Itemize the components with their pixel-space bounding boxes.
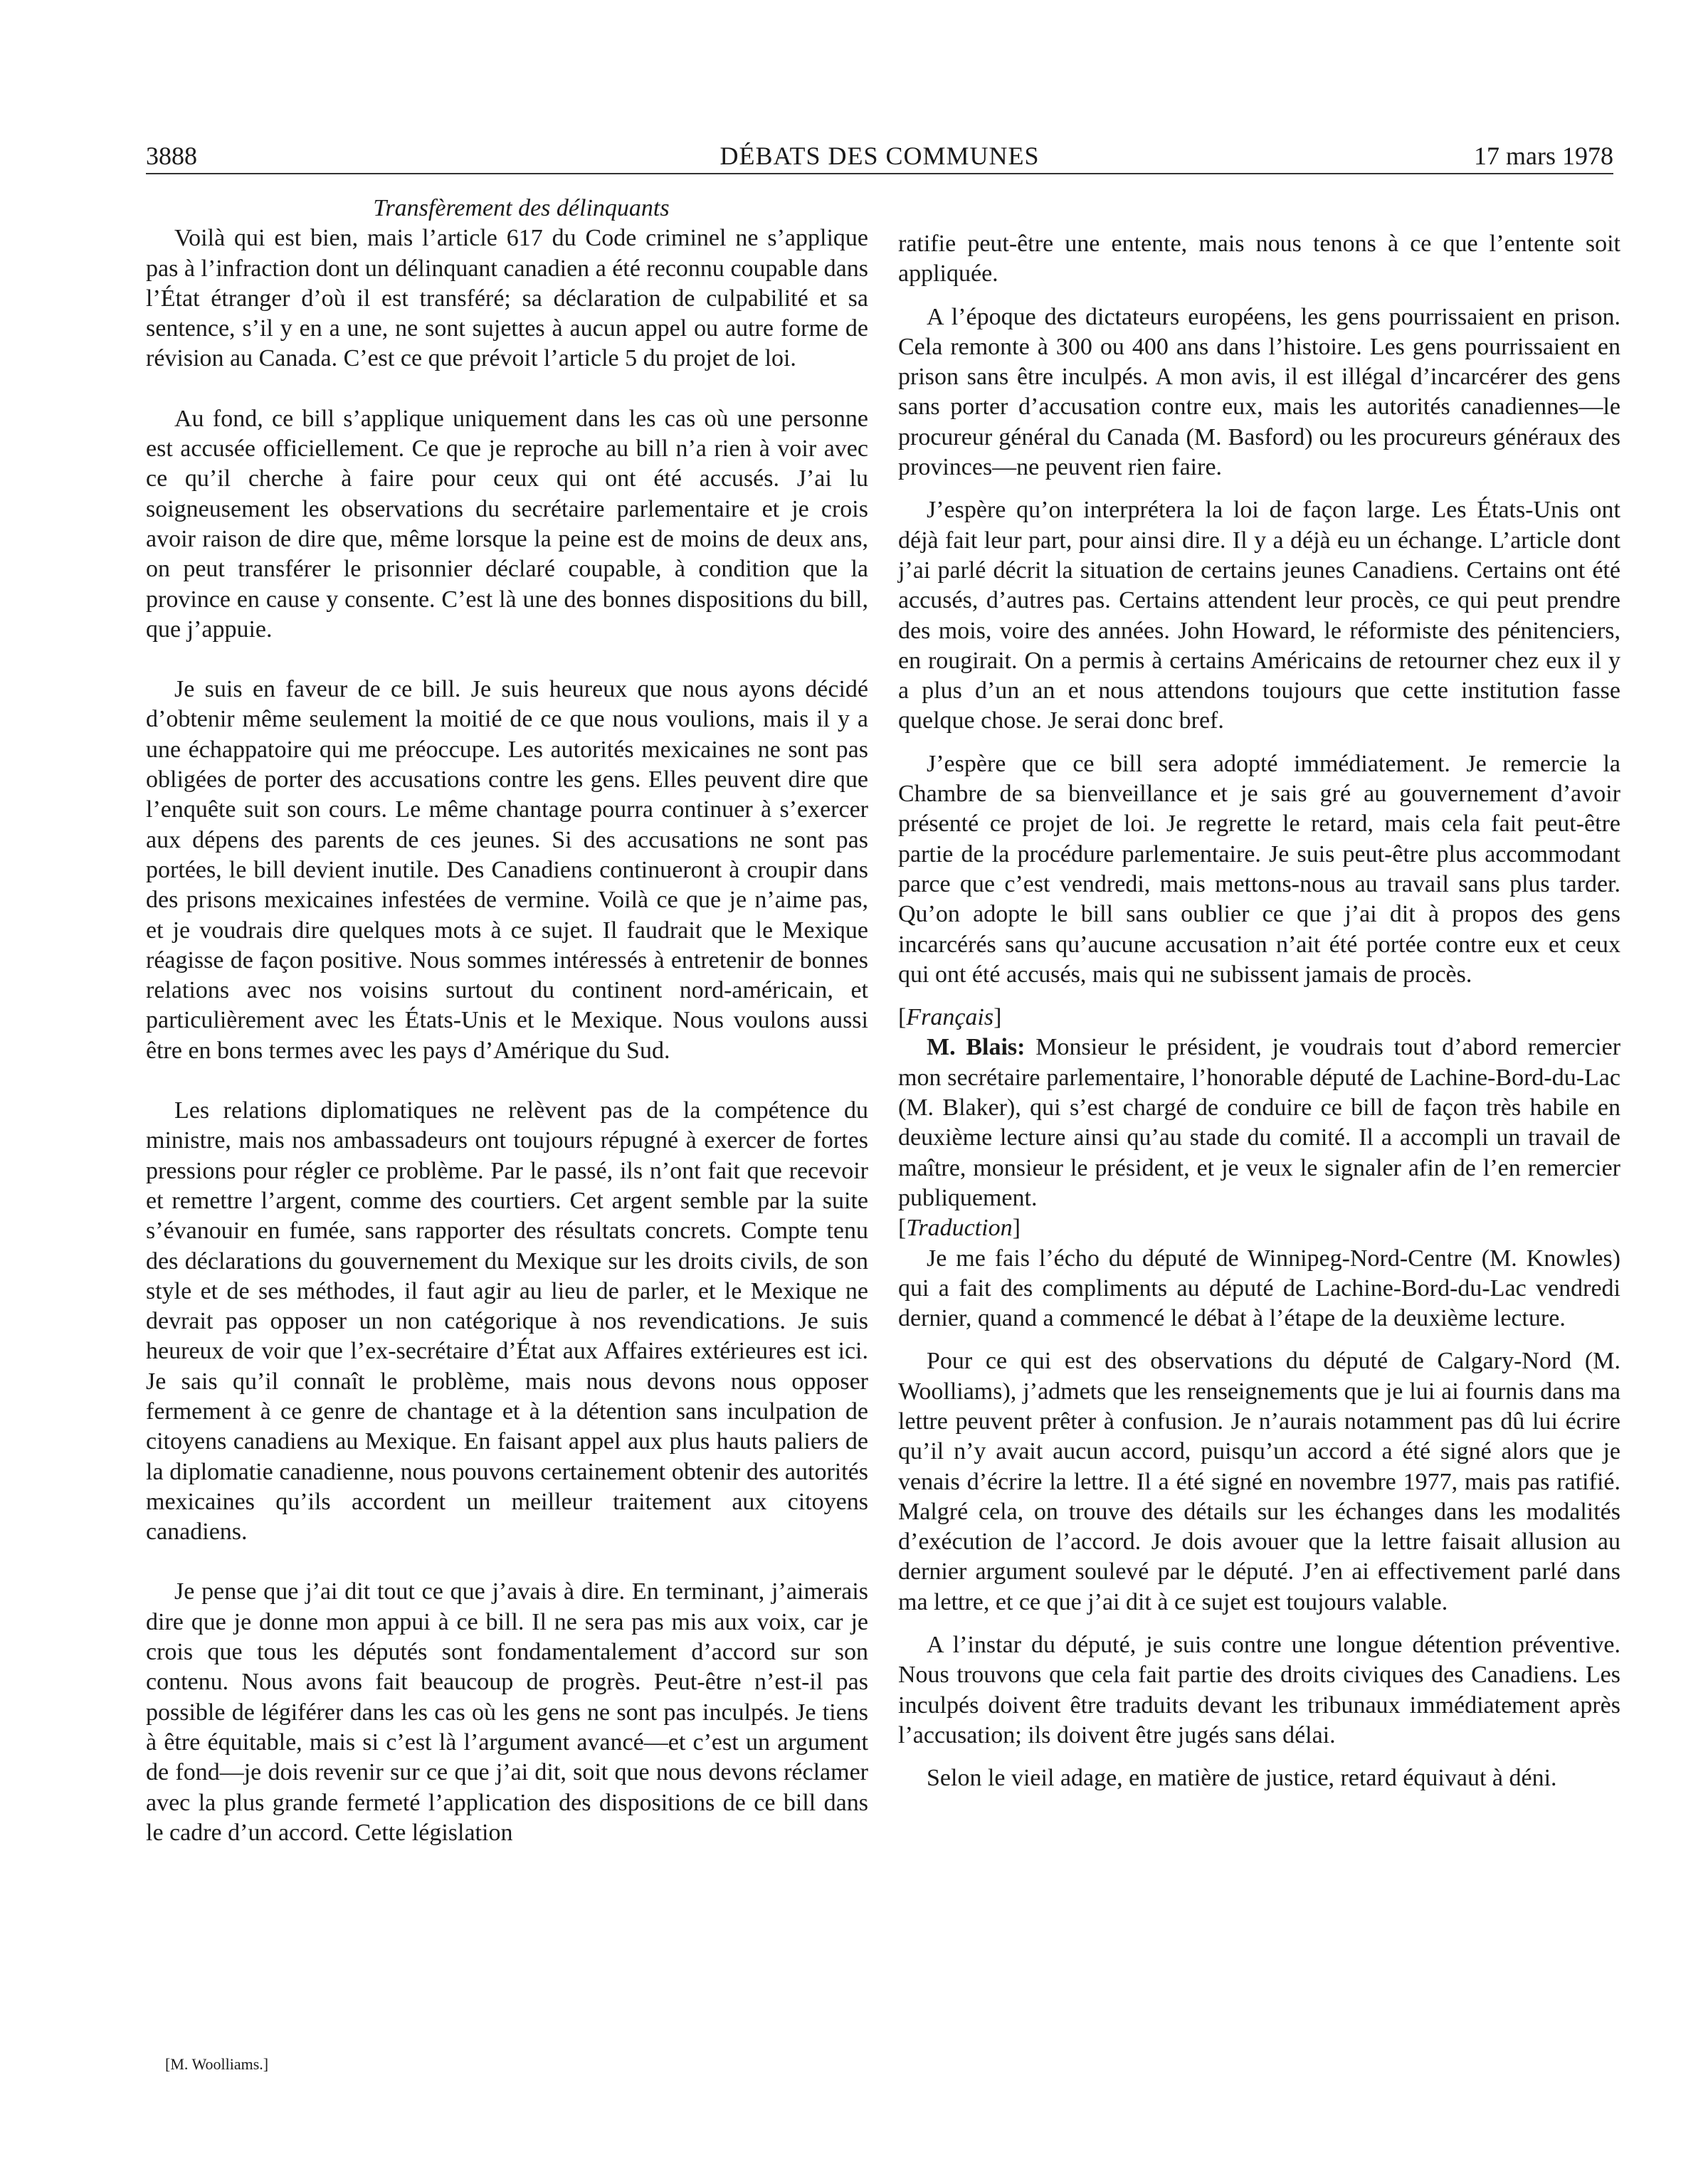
paragraph: Je me fais l’écho du député de Winnipeg-Nord-Centre (M. Knowles) qui a fait des compliments au député de Lachine-Bord-du-Lac vendredi dernier, quand a commencé le débat à l’étape de la deuxième lecture. (898, 1245, 1620, 1332)
page-number: 3888 (146, 142, 197, 170)
paragraph: Voilà qui est bien, mais l’article 617 du Code criminel ne s’applique pas à l’infraction dont un délinquant canadien a été reconnu coupable dans l’État étranger d’où il est transféré; sa déclaration de culpabilité et sa sentence, s’il y en a une, ne sont sujettes à aucun appel ou autre forme de révision au Canada. C’est ce que prévoit l’article 5 du projet de loi. (146, 225, 868, 372)
paragraph: Au fond, ce bill s’applique uniquement dans les cas où une personne est accusée officiellement. Ce que je reproche au bill n’a rien à voir avec ce qu’il cherche à faire pour ceux qui ont été accusés. J’ai lu soigneusement les observations du secrétaire parlementaire et je crois avoir raison de dire que, même lorsque la peine est de moins de deux ans, on peut transférer le prisonnier déclaré coupable, à condition que la province en cause y consente. C’est là une des bonnes dispositions du bill, que j’appuie. (146, 405, 868, 643)
paragraph: A l’instar du député, je suis contre une longue détention préventive. Nous trouvons que cela fait partie des droits civiques des Canadiens. Les inculpés doivent être traduits devant les tribunaux immédiatement après l’accusation; ils doivent être jugés sans délai. (898, 1632, 1620, 1748)
paragraph: Je pense que j’ai dit tout ce que j’avais à dire. En terminant, j’aimerais dire que je donne mon appui à ce bill. Il ne sera pas mis aux voix, car je crois que tous les députés sont fondamentalement d’accord sur son contenu. Nous avons fait beaucoup de progrès. Peut-être n’est-il pas possible de légiférer dans les cas où les gens ne sont pas inculpés. Je tiens à être équitable, mais si c’est là l’argument avancé—et c’est un argument de fond—je dois revenir sur ce que j’ai dit, soit que nous devons réclamer avec la plus grande fermeté l’application des dispositions de ce bill dans le cadre d’un accord. Cette législation (146, 1578, 868, 1846)
paragraph: Pour ce qui est des observations du député de Calgary-Nord (M. Woolliams), j’admets que les renseignements que je lui ai fournis dans ma lettre peuvent prêter à confusion. Je n’aurais notamment pas dû lui écrire qu’il n’y avait aucun accord, puisqu’un accord a été signé alors que je venais d’écrire la lettre. Il a été signé en novembre 1977, mais pas ratifié. Malgré cela, on trouve des détails sur les échanges dans les modalités d’exécution de l’accord. Je dois avouer que la lettre faisait allusion au dernier argument soulevé par le député. J’en ai effectivement parlé dans ma lettre, et ce que j’ai dit à ce sujet est toujours valable. (898, 1348, 1620, 1615)
page-header (146, 139, 1613, 174)
language-tag-label: Français (906, 1004, 994, 1031)
paragraph: ratifie peut-être une entente, mais nous tenons à ce que l’entente soit appliquée. (898, 231, 1620, 287)
language-tag-french: [Français] (898, 1004, 1002, 1031)
speaker-text: Monsieur le président, je voudrais tout d’abord remercier mon secrétaire parlementaire, l’honorable député de Lachine-Bord-du-Lac (M. Blaker), qui s’est chargé de conduire ce bill de façon très habile en deuxième lecture ainsi qu’au stade du comité. Il a accompli un travail de maître, monsieur le président, et je veux le signaler afin de l’en remercier publiquement. (898, 1034, 1621, 1211)
speaker-name: M. Blais: (927, 1034, 1026, 1061)
paragraph: Les relations diplomatiques ne relèvent pas de la compétence du ministre, mais nos ambassadeurs ont toujours répugné à exercer de fortes pressions pour régler ce problème. Par le passé, ils n’ont fait que recevoir et remettre l’argent, comme des courtiers. Cet argent semble par la suite s’évanouir en fumée, sans rapporter des résultats concrets. Compte tenu des déclarations du gouvernement du Mexique sur les droits civils, de son style et de ses méthodes, il faut agir au lieu de parler, et le Mexique ne devrait pas opposer un non catégorique à nos revendications. Je suis heureux de voir que l’ex-secrétaire d’État aux Affaires extérieures est ici. Je sais qu’il connaît le problème, mais nous devons nous opposer fermement à ce genre de chantage et à la détention sans inculpation de citoyens canadiens au Mexique. En faisant appel aux plus hauts paliers de la diplomatie canadienne, nous pouvons certainement obtenir des autorités mexicaines qu’ils accordent un meilleur traitement aux citoyens canadiens. (146, 1097, 868, 1546)
paragraph: A l’époque des dictateurs européens, les gens pourrissaient en prison. Cela remonte à 300 ou 400 ans dans l’histoire. Les gens pourrissaient en prison sans être inculpés. A mon avis, il est illégal d’incarcérer des gens sans porter d’accusation contre eux, mais les autorités canadiennes—le procureur général du Canada (M. Basford) ou les procureurs généraux des provinces—ne peuvent rien faire. (898, 303, 1620, 481)
right-column (898, 229, 1620, 1794)
paragraph: J’espère qu’on interprétera la loi de façon large. Les États-Unis ont déjà fait leur part, pour ainsi dire. Il y a déjà eu un échange. L’article dont j’ai parlé décrit la situation de certains jeunes Canadiens. Certains ont été accusés, d’autres pas. Certains attendent leur procès, ce qui peut prendre des mois, voire des années. John Howard, le réformiste des pénitenciers, en rougirait. On a permis à certains Américains de retourner chez eux il y a plus d’un an et nous attendons toujours que cette institution fasse quelque chose. Je serai donc bref. (898, 497, 1620, 734)
paragraph: Selon le vieil adage, en matière de justice, retard équivaut à déni. (927, 1765, 1557, 1792)
language-tag-translation: [Traduction] (898, 1215, 1021, 1242)
page-date: 17 mars 1978 (1474, 142, 1613, 170)
language-tag-label: Traduction (906, 1215, 1013, 1242)
speaker-footnote: [M. Woolliams.] (165, 2055, 269, 2073)
publication-title: DÉBATS DES COMMUNES (719, 142, 1040, 170)
speaker-paragraph (898, 1033, 1620, 1213)
paragraph: J’espère que ce bill sera adopté immédiatement. Je remercie la Chambre de sa bienveillance et je sais gré au gouvernement d’avoir présenté ce projet de loi. Je regrette le retard, mais cela fait peut-être partie de la procédure parlementaire. Je suis peut-être plus accommodant parce que c’est vendredi, mais mettons-nous au travail sans plus tarder. Qu’on adopte le bill sans oublier ce que j’ai dit à propos des gens incarcérés sans qu’aucune accusation n’ait été portée contre eux et ceux qui ont été accusés, mais qui ne subissent jamais de procès. (898, 750, 1620, 988)
section-heading: Transfèrement des délinquants (373, 195, 670, 221)
paragraph: Je suis en faveur de ce bill. Je suis heureux que nous ayons décidé d’obtenir même seulement la moitié de ce que nous voulions, mais il y a une échappatoire qui me préoccupe. Les autorités mexicaines ne sont pas obligées de porter des accusations contre les gens. Elles peuvent dire que l’enquête suit son cours. Le même chantage pourra continuer à s’exercer aux dépens des parents de ces jeunes. Si des accusations ne sont pas portées, le bill devient inutile. Des Canadiens continueront à croupir dans des prisons mexicaines infestées de vermine. Voilà ce que je n’aime pas, et je voudrais dire quelques mots à ce sujet. Il faudrait que le Mexique réagisse de façon positive. Nous sommes intéressés à entretenir de bonnes relations avec nos voisins surtout du continent nord-américain, et particulièrement avec les États-Unis et le Mexique. Nous voulons aussi être en bons termes avec les pays d’Amérique du Sud. (146, 676, 868, 1064)
left-column (146, 194, 868, 1848)
